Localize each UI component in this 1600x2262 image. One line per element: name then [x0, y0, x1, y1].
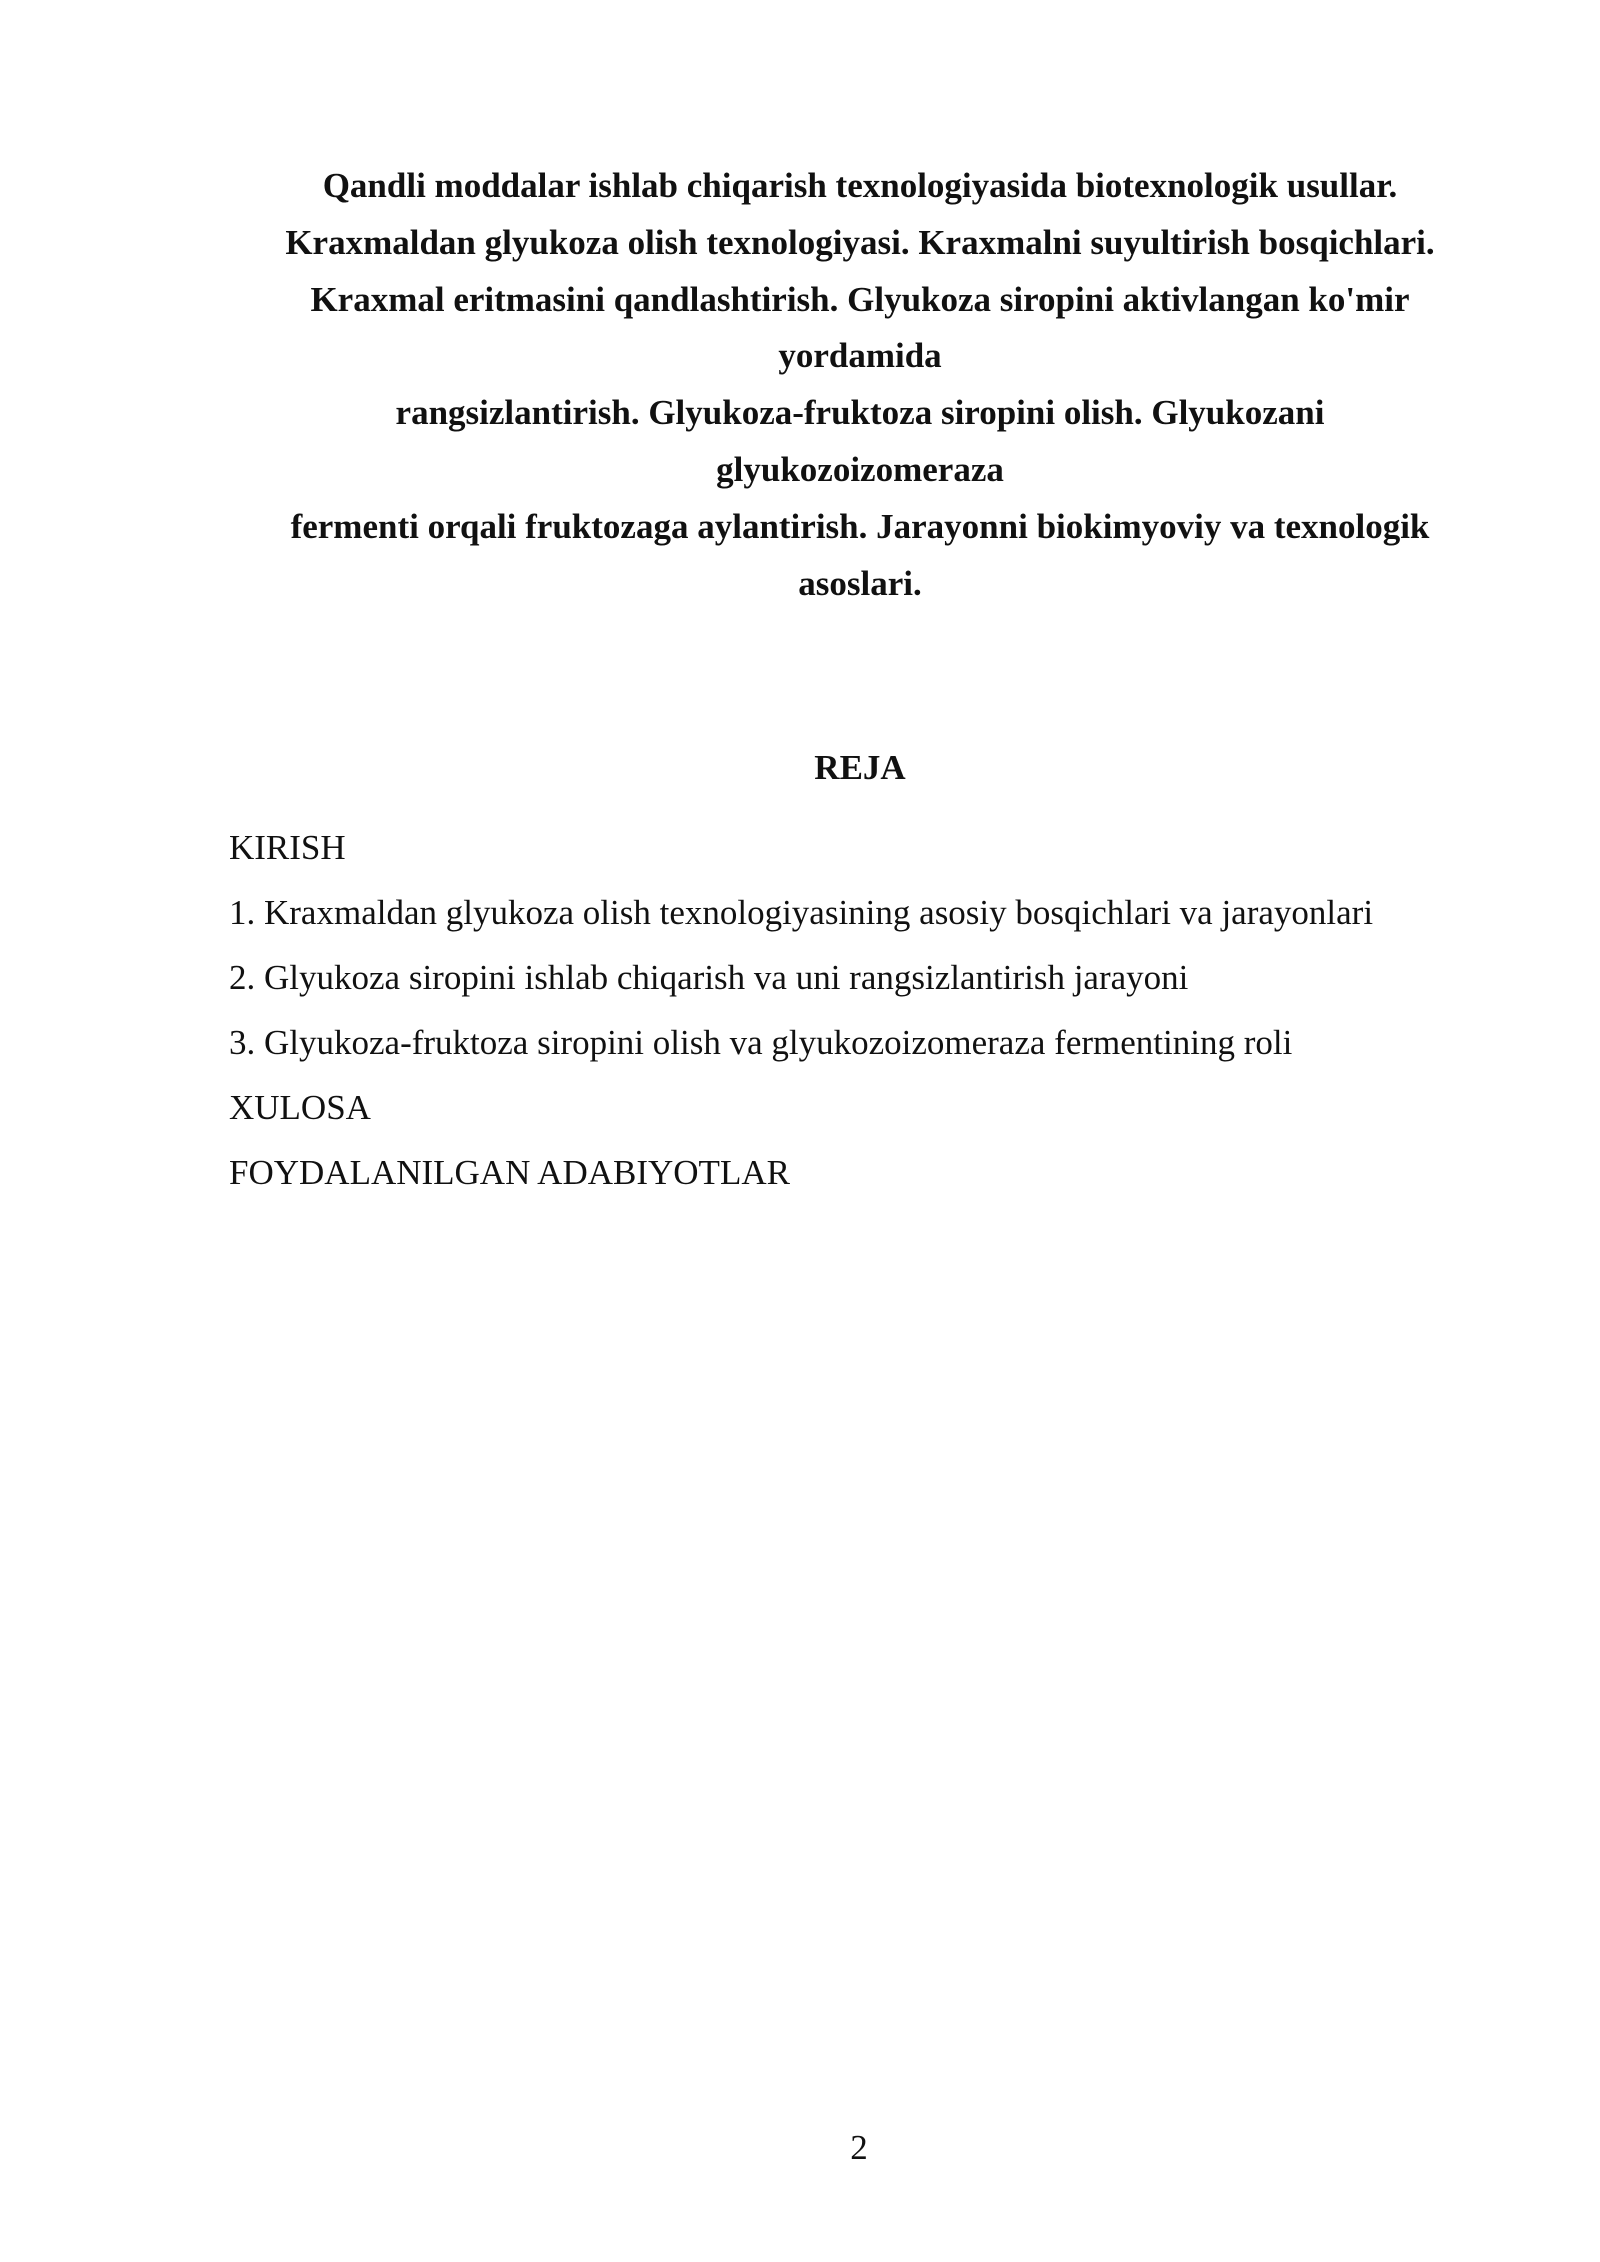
title-line: asoslari. — [798, 563, 922, 603]
plan-heading: REJA — [814, 748, 906, 787]
title-line: Kraxmal eritmasini qandlashtirish. Glyukoza siropini aktivlangan ko'mir — [310, 279, 1410, 319]
plan-item-3: 3. Glyukoza-fruktoza siropini olish va glyukozoizomeraza fermentining roli — [229, 1023, 1293, 1062]
plan-item-conclusion: XULOSA — [229, 1088, 371, 1127]
plan-item-1: 1. Kraxmaldan glyukoza olish texnologiyasining asosiy bosqichlari va jarayonlari — [229, 893, 1374, 932]
plan-item-introduction: KIRISH — [229, 828, 346, 867]
title-line: Qandli moddalar ishlab chiqarish texnologiyasida biotexnologik usullar. — [322, 166, 1398, 205]
title-line: yordamida — [778, 336, 942, 376]
page-number: 2 — [850, 2128, 868, 2167]
document-title — [200, 158, 1520, 612]
title-line: Kraxmaldan glyukoza olish texnologiyasi. Kraxmalni suyultirish bosqichlari. — [285, 222, 1435, 262]
plan-item-references: FOYDALANILGAN ADABIYOTLAR — [229, 1153, 790, 1192]
plan-list — [229, 815, 1549, 1205]
title-line: glyukozoizomeraza — [716, 449, 1004, 489]
title-line: fermenti orqali fruktozaga aylantirish. Jarayonni biokimyoviy va texnologik — [290, 506, 1430, 546]
title-line: rangsizlantirish. Glyukoza-fruktoza siropini olish. Glyukozani — [395, 393, 1325, 433]
plan-item-2: 2. Glyukoza siropini ishlab chiqarish va uni rangsizlantirish jarayoni — [229, 958, 1189, 997]
